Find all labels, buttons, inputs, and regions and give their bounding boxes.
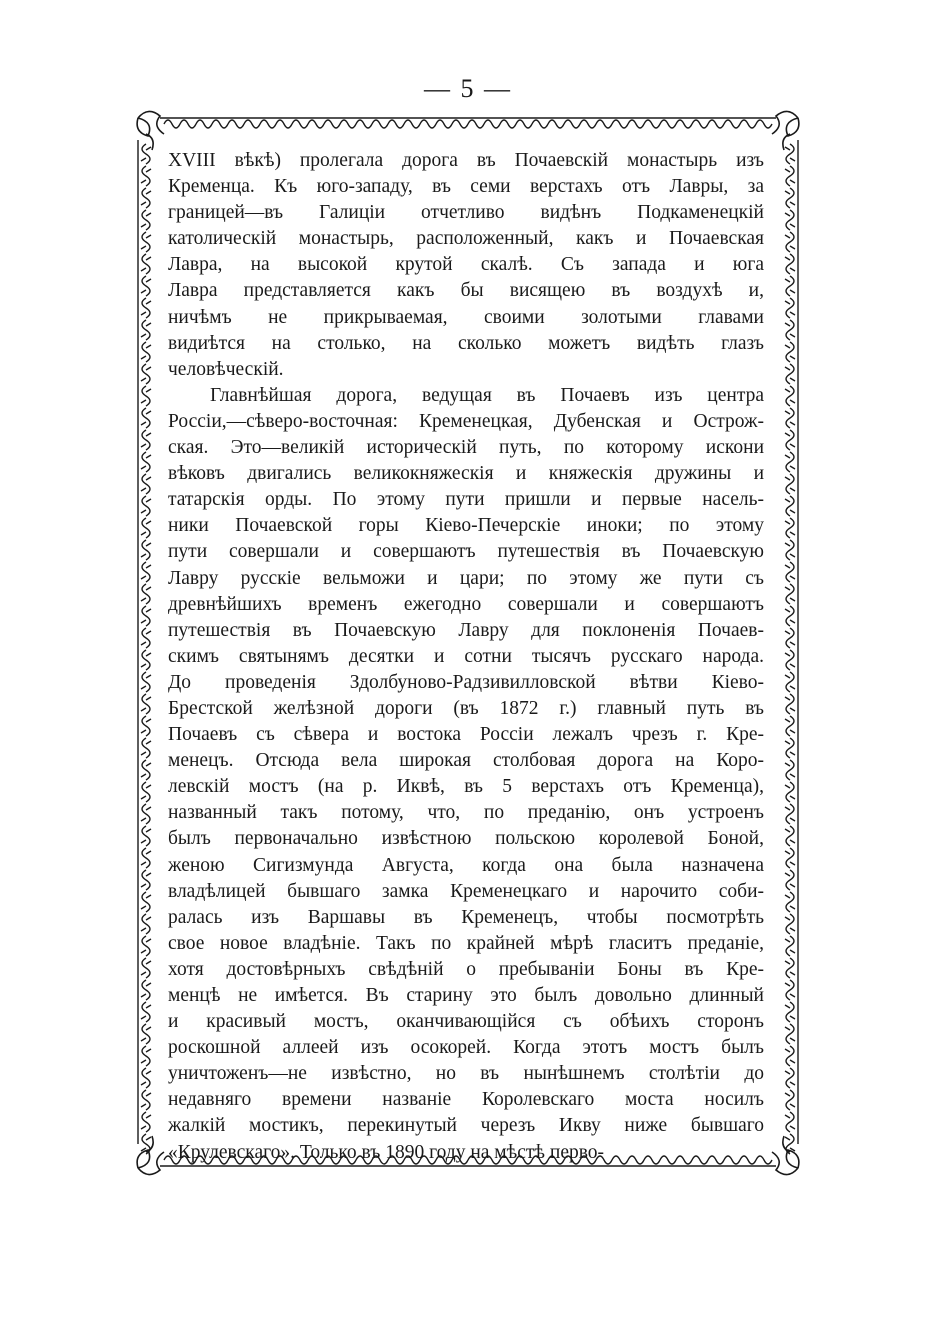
text-line: свое новое владѣніе. Такъ по крайней мѣрѣ гласитъ преданіе,	[168, 932, 764, 954]
text-line: уничтоженъ—не извѣстно, но въ нынѣшнемъ столѣтіи до	[168, 1063, 764, 1085]
text-line: былъ первоначально извѣстною польскою королевой Боной,	[168, 828, 764, 850]
text-line: женою Сигизмунда Августа, когда она была назначена	[168, 854, 764, 876]
text-line: Лавра представляется какъ бы висящею въ воздухѣ и,	[168, 280, 764, 302]
text-line: ская. Это—великій историческій путь, по которому искони	[168, 437, 764, 459]
text-line: скимъ святынямъ десятки и сотни тысячъ русскаго народа.	[168, 645, 764, 667]
page-number: — 5 —	[424, 74, 512, 103]
text-line: До проведенія Здолбуново-Радзивилловской вѣтви Кіево-	[168, 671, 764, 693]
text-line: ники Почаевской горы Кіево-Печерскіе иноки; по этому	[168, 515, 764, 537]
text-line: недавняго времени названіе Королевскаго моста носилъ	[168, 1089, 764, 1111]
text-line: владѣлицей бывшаго замка Кременецкаго и нарочито соби-	[168, 880, 764, 902]
text-line: хотя достовѣрныхъ свѣдѣній о пребываніи Боны въ Кре-	[168, 958, 764, 980]
text-line: названный такъ потому, что, по преданію, онъ устроенъ	[168, 802, 764, 824]
text-line: католическій монастырь, расположенный, какъ и Почаевская	[168, 228, 764, 250]
text-line: видиѣтся на столько, на сколько можетъ видѣть глазъ	[168, 332, 764, 354]
text-line: роскошной аллеей изъ осокорей. Когда этотъ мостъ былъ	[168, 1037, 764, 1059]
text-line: менцѣ не имѣется. Въ старину это былъ довольно длинный	[168, 985, 764, 1006]
text-line: ралась изъ Варшавы въ Кременецъ, чтобы посмотрѣть	[168, 906, 764, 928]
paragraph	[168, 383, 764, 1166]
text-line: человѣческій.	[168, 358, 284, 380]
paragraph	[168, 148, 764, 383]
text-line: Лавру русскіе вельможи и цари; по этому же пути съ	[168, 567, 764, 589]
text-line: Главнѣйшая дорога, ведущая въ Почаевъ изъ центра	[210, 384, 764, 406]
text-line: менецъ. Отсюда вела широкая столбовая дорога на Коро-	[168, 750, 764, 772]
text-line: XVIII вѣкѣ) пролегала дорога въ Почаевскій монастырь изъ	[168, 150, 764, 171]
text-line: Брестской желѣзной дороги (въ 1872 г.) главный путь въ	[168, 697, 764, 719]
text-line: Почаевъ съ сѣвера и востока Россіи лежалъ чрезъ г. Кре-	[168, 724, 764, 746]
text-line: вѣковъ двигались великокняжескія и княжескія дружины и	[168, 463, 764, 485]
text-line: «Крулевскаго». Только въ 1890 году на мѣстѣ перво-	[168, 1141, 605, 1163]
text-line: границей—въ Галиціи отчетливо видѣнъ Подкаменецкій	[168, 202, 764, 224]
text-line: древнѣйшихъ временъ ежегодно совершали и совершаютъ	[168, 593, 764, 615]
text-line: Кременца. Къ юго-западу, въ семи верстахъ отъ Лавры, за	[168, 176, 764, 198]
text-line: татарскія орды. По этому пути пришли и первые насель-	[168, 489, 764, 511]
text-line: путешествія въ Почаевскую Лавру для поклоненія Почаев-	[168, 619, 764, 641]
text-body	[168, 148, 764, 1166]
text-line: левскій мостъ (на р. Иквѣ, въ 5 верстахъ отъ Кременца),	[168, 776, 764, 798]
text-line: жалкій мостикъ, перекинутый черезъ Икву ниже бывшаго	[168, 1115, 764, 1137]
text-line: Россіи,—сѣверо-восточная: Кременецкая, Дубенская и Острож-	[168, 410, 764, 432]
text-line: и красивый мостъ, оканчивающійся съ обѣихъ сторонъ	[168, 1011, 764, 1033]
text-line: Лавра, на высокой крутой скалѣ. Съ запада и юга	[168, 254, 764, 276]
text-line: ничѣмъ не прикрываемая, своими золотыми главами	[168, 306, 764, 328]
text-line: пути совершали и совершаютъ путешествія въ Почаевскую	[168, 541, 764, 563]
